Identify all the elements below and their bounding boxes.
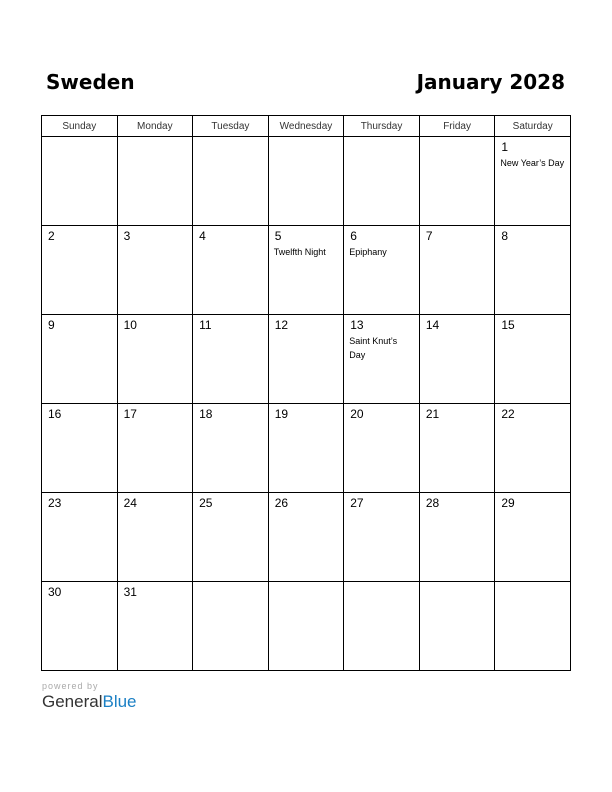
day-number: 22 — [501, 407, 515, 421]
week-row — [42, 315, 571, 404]
day-number: 14 — [425, 318, 440, 332]
day-number: 26 — [274, 496, 289, 510]
day-number: 13 — [350, 318, 364, 332]
empty-day-cell — [42, 137, 118, 226]
day-cell — [344, 315, 420, 404]
day-cell — [193, 404, 269, 493]
empty-day-cell — [344, 137, 420, 226]
brand-logo[interactable] — [42, 692, 137, 712]
day-cell — [344, 493, 420, 582]
day-cell — [495, 137, 571, 226]
day-number: 4 — [199, 229, 206, 243]
day-number: 5 — [274, 229, 282, 243]
day-number: 24 — [123, 496, 137, 510]
day-number: 28 — [425, 496, 440, 510]
week-row — [42, 404, 571, 493]
calendar-grid — [41, 115, 571, 671]
holiday-label: Epiphany — [349, 247, 387, 257]
day-cell — [42, 315, 118, 404]
holiday-label: New Year’s Day — [500, 158, 565, 168]
day-cell — [42, 404, 118, 493]
footer — [42, 681, 137, 712]
day-number: 16 — [48, 407, 62, 421]
holiday-label: Twelfth Night — [273, 247, 326, 257]
empty-day-cell — [193, 137, 269, 226]
day-cell — [193, 315, 269, 404]
week-row — [42, 137, 571, 226]
day-cell — [419, 404, 495, 493]
day-number: 11 — [199, 318, 212, 332]
weekday-tuesday: Tuesday — [193, 116, 269, 137]
weekday-thursday: Thursday — [344, 116, 420, 137]
powered-by-text: powered by — [42, 681, 99, 691]
day-number: 15 — [501, 318, 515, 332]
day-cell — [419, 226, 495, 315]
empty-day-cell — [268, 137, 344, 226]
day-number: 23 — [48, 496, 62, 510]
day-number: 19 — [274, 407, 289, 421]
day-number: 29 — [501, 496, 515, 510]
day-number: 3 — [123, 229, 131, 243]
day-cell — [193, 493, 269, 582]
day-number: 27 — [350, 496, 364, 510]
empty-day-cell — [495, 582, 571, 671]
empty-day-cell — [344, 582, 420, 671]
day-number: 30 — [48, 585, 62, 599]
day-number: 18 — [199, 407, 213, 421]
day-cell — [495, 315, 571, 404]
empty-day-cell — [117, 137, 193, 226]
brand-general: General — [42, 692, 103, 711]
month-title: January 2028 — [416, 70, 565, 94]
day-cell — [42, 226, 118, 315]
day-cell — [268, 315, 344, 404]
day-cell — [268, 404, 344, 493]
weekday-monday: Monday — [117, 116, 193, 137]
week-row — [42, 493, 571, 582]
day-number: 10 — [123, 318, 137, 332]
day-number: 20 — [350, 407, 364, 421]
holiday-label: Saint Knut’s Day — [349, 336, 398, 360]
day-number: 25 — [199, 496, 213, 510]
week-row — [42, 226, 571, 315]
day-cell — [344, 404, 420, 493]
day-number: 8 — [501, 229, 509, 243]
day-cell — [268, 493, 344, 582]
empty-day-cell — [419, 137, 495, 226]
day-cell — [344, 226, 420, 315]
empty-day-cell — [268, 582, 344, 671]
week-row — [42, 582, 571, 671]
weekday-header-row — [42, 116, 571, 137]
weekday-sunday: Sunday — [42, 116, 118, 137]
day-number: 6 — [350, 229, 357, 243]
day-number: 9 — [48, 318, 55, 332]
day-number: 7 — [425, 229, 433, 243]
day-cell — [117, 404, 193, 493]
day-cell — [117, 582, 193, 671]
weekday-friday: Friday — [419, 116, 495, 137]
weekday-saturday: Saturday — [495, 116, 571, 137]
weekday-wednesday: Wednesday — [268, 116, 344, 137]
empty-day-cell — [193, 582, 269, 671]
day-number: 31 — [123, 585, 137, 599]
day-number: 21 — [425, 407, 440, 421]
day-cell — [495, 226, 571, 315]
day-cell — [419, 315, 495, 404]
day-cell — [495, 493, 571, 582]
day-cell — [42, 493, 118, 582]
day-cell — [42, 582, 118, 671]
day-cell — [268, 226, 344, 315]
day-cell — [117, 493, 193, 582]
day-cell — [117, 315, 193, 404]
day-number: 12 — [274, 318, 289, 332]
empty-day-cell — [419, 582, 495, 671]
day-cell — [193, 226, 269, 315]
day-number: 2 — [48, 229, 55, 243]
day-cell — [117, 226, 193, 315]
day-cell — [495, 404, 571, 493]
brand-blue: Blue — [102, 692, 137, 711]
day-number: 17 — [123, 407, 137, 421]
day-number: 1 — [501, 140, 509, 154]
day-cell — [419, 493, 495, 582]
country-title: Sweden — [46, 70, 135, 94]
